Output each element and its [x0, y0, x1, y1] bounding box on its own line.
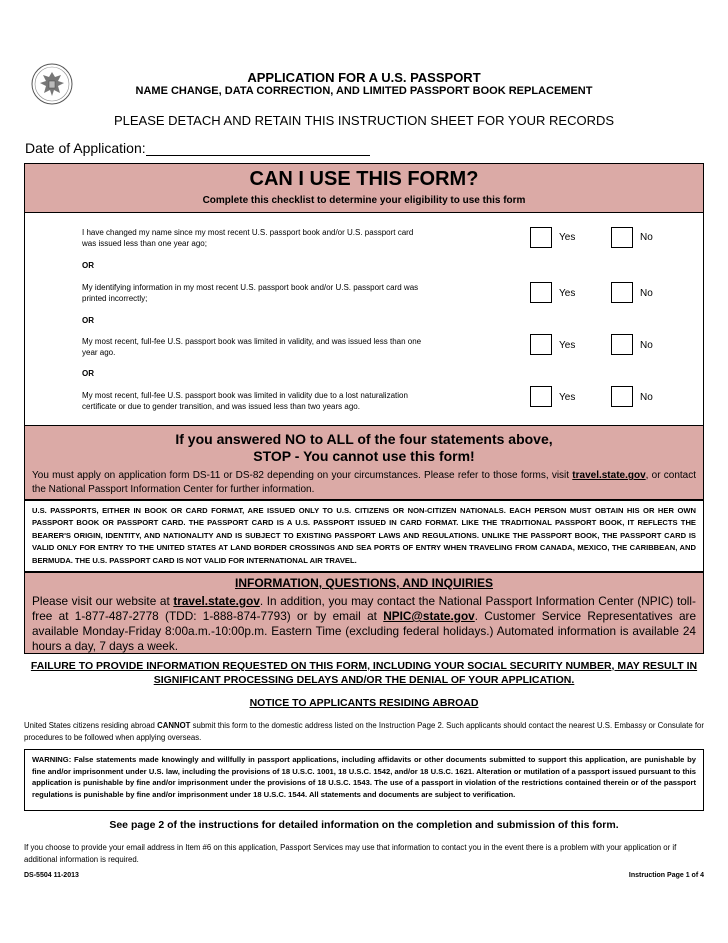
travel-state-gov-link[interactable]: travel.state.gov — [572, 470, 646, 481]
yes-checkbox-2[interactable] — [530, 282, 552, 303]
date-of-application — [25, 140, 370, 156]
see-page-note: See page 2 of the instructions for detailed information on the completion and submission of this form. — [109, 819, 619, 831]
info-text: Please visit our website at — [32, 594, 174, 608]
form-title: APPLICATION FOR A U.S. PASSPORT — [247, 70, 481, 85]
email-note: If you choose to provide your email address in Item #6 on this application, Passport Services may use that information to contact you in the event there is a problem with your application or if additional information is required. — [24, 843, 677, 864]
answered-no-text: You must apply on application form DS-11 or DS-82 depending on your circumstances. Please refer to those forms, visit — [32, 470, 573, 481]
travel-state-gov-link[interactable]: travel.state.gov — [173, 594, 260, 608]
failure-notice: FAILURE TO PROVIDE INFORMATION REQUESTED ON THIS FORM, INCLUDING YOUR SOCIAL SECURITY NUMBER, MAY RESULT IN SIGNIFICANT PROCESSING DELAYS AND/OR THE DENIAL OF YOUR APPLICATION. — [30, 660, 698, 686]
no-checkbox-2[interactable] — [611, 282, 633, 303]
statement-data-correction: My identifying information in my most recent U.S. passport book and/or U.S. passport card was printed incorrectly; — [82, 283, 419, 303]
abroad-body — [24, 720, 704, 744]
passports-note-box — [24, 500, 704, 572]
yes-label: Yes — [559, 232, 576, 243]
no-checkbox-1[interactable] — [611, 227, 633, 248]
can-use-heading: CAN I USE THIS FORM? — [249, 168, 479, 190]
yes-label: Yes — [559, 288, 576, 299]
cannot-emphasis: CANNOT — [157, 721, 191, 730]
yes-checkbox-4[interactable] — [530, 386, 552, 407]
or-divider: OR — [82, 261, 94, 270]
can-use-subheading: Complete this checklist to determine your eligibility to use this form — [202, 195, 526, 206]
answered-no-section — [24, 425, 704, 500]
abroad-heading: NOTICE TO APPLICANTS RESIDING ABROAD — [249, 697, 479, 709]
yes-checkbox-3[interactable] — [530, 334, 552, 355]
no-label: No — [640, 288, 653, 299]
form-id: DS-5504 11-2013 — [24, 872, 79, 879]
passports-note: U.S. PASSPORTS, EITHER IN BOOK OR CARD FORMAT, ARE ISSUED ONLY TO U.S. CITIZENS OR NON-CITIZEN NATIONALS. EACH PERSON MUST OBTAIN HIS OR HER OWN PASSPORT BOOK OR PASSPORT CARD. THE PASSPORT CARD IS A U.S. PASSPORT ISSUED IN CARD FORMAT. LIKE THE TRADITIONAL PASSPORT BOOK, IT REFLECTS THE BEARER'S ORIGIN, IDENTITY, AND NATIONALITY AND IS SUBJECT TO EXISTING PASSPORT LAWS AND REGULATIONS. UNLIKE THE PASSPORT BOOK, THE PASSPORT CARD IS VALID ONLY FOR ENTRY TO THE UNITED STATES AT LAND BORDER CROSSINGS AND SEA PORTS OF ENTRY WHEN TRAVELING FROM CANADA, MEXICO, THE CARIBBEAN, AND BERMUDA. THE U.S. PASSPORT CARD IS NOT VALID FOR INTERNATIONAL AIR TRAVEL. — [32, 506, 696, 565]
no-label: No — [640, 392, 653, 403]
date-field[interactable] — [146, 142, 370, 156]
yes-label: Yes — [559, 392, 576, 403]
no-checkbox-3[interactable] — [611, 334, 633, 355]
or-divider: OR — [82, 369, 94, 378]
can-use-header — [24, 163, 704, 213]
no-checkbox-4[interactable] — [611, 386, 633, 407]
info-section — [24, 572, 704, 654]
info-text-contact: . In addition, you may contact the National Passport Information Center (NPIC) toll-free at 1-877-487-2778 (TDD: 1-888-874-7793) or by email at — [32, 594, 696, 623]
date-label: Date of Application: — [25, 140, 146, 156]
page-number: Instruction Page 1 of 4 — [628, 872, 704, 879]
abroad-text: United States citizens residing abroad — [24, 721, 158, 730]
answered-no-heading: If you answered NO to ALL of the four statements above, — [175, 431, 553, 447]
stop-heading: STOP - You cannot use this form! — [253, 448, 475, 464]
info-body — [32, 594, 696, 654]
eligibility-checklist — [24, 213, 704, 425]
info-text-hours: . Customer Service Representatives are available Monday-Friday 8:00a.m.-10:00p.m. Eastern Time (excluding federal holidays.) Automated information is available 24 hours a day, 7 days a week. — [32, 609, 697, 653]
warning-box — [24, 749, 704, 811]
statement-limited-validity: My most recent, full-fee U.S. passport book was limited in validity, and was issued less than one year ago. — [82, 337, 422, 357]
answered-no-body — [32, 469, 696, 497]
answered-no-text-end: , or contact the National Passport Information Center for further information. — [32, 470, 697, 495]
info-heading: INFORMATION, QUESTIONS, AND INQUIRIES — [234, 576, 493, 590]
no-label: No — [640, 340, 653, 351]
statement-name-change: I have changed my name since my most recent U.S. passport book and/or U.S. passport card was issued less than one year ago; — [82, 228, 414, 248]
or-divider: OR — [82, 316, 94, 325]
abroad-text-end: submit this form to the domestic address listed on the Instruction Page 2. Such applicants should contact the nearest U.S. Embassy or Consulate for procedures to be followed when applying overseas. — [24, 721, 704, 742]
yes-label: Yes — [559, 340, 576, 351]
yes-checkbox-1[interactable] — [530, 227, 552, 248]
no-label: No — [640, 232, 653, 243]
detach-instruction: PLEASE DETACH AND RETAIN THIS INSTRUCTION SHEET FOR YOUR RECORDS — [113, 113, 615, 128]
statement-lost-naturalization: My most recent, full-fee U.S. passport book was limited in validity due to a lost naturalization certificate or due to gender transition, and was issued less than two years ago. — [82, 391, 408, 411]
warning-text: WARNING: False statements made knowingly and willfully in passport applications, including affidavits or other documents submitted to support this application, are punishable by fine and/or imprisonment under U.S. law, including the provisions of 18 U.S.C. 1001, 18 U.S.C. 1542, and/or 18 U.S.C. 1621. Alteration or mutilation of a passport issued pursuant to this application is punishable by fine and/or imprisonment under the provisions of 18 U.S.C. 1543. The use of a passport in violation of the restrictions contained therein or of the passport regulations is punishable by fine and/or imprisonment under 18 U.S.C. 1544. All statements and documents are subject to verification. — [32, 755, 696, 799]
form-subtitle: NAME CHANGE, DATA CORRECTION, AND LIMITED PASSPORT BOOK REPLACEMENT — [135, 85, 593, 97]
npic-email-link[interactable]: NPIC@state.gov — [383, 609, 475, 623]
